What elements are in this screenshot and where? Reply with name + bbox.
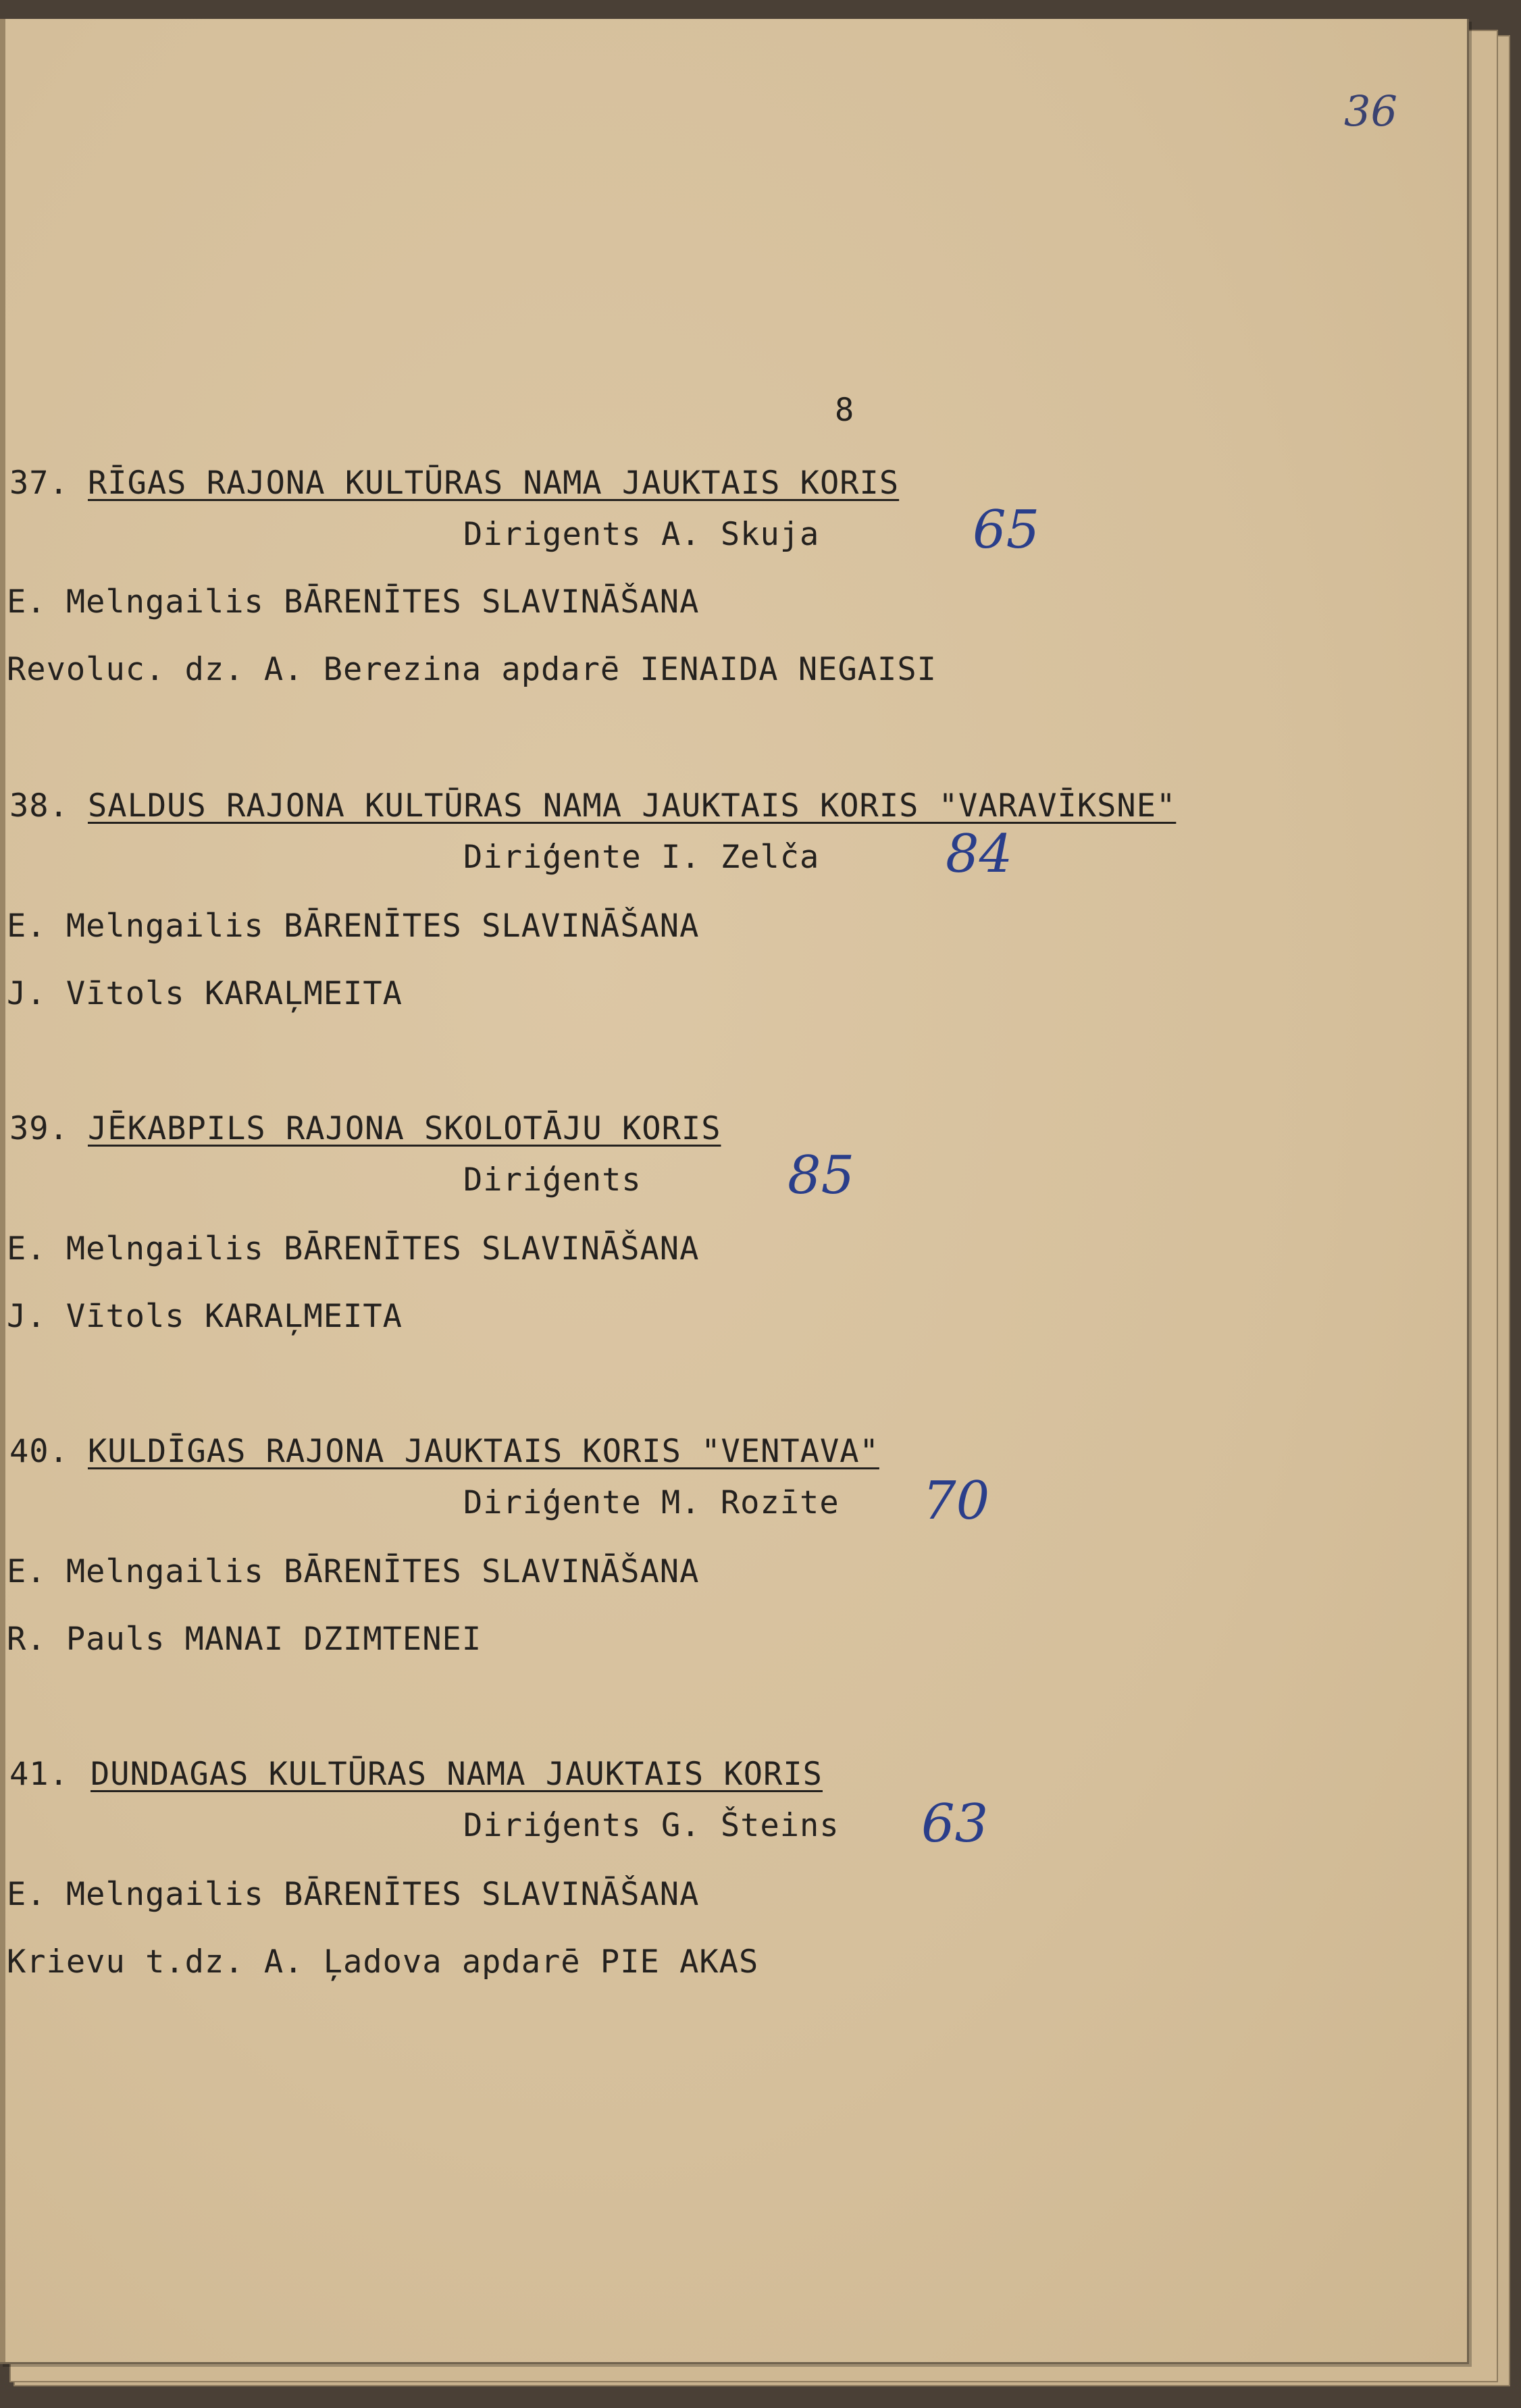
choir-title: SALDUS RAJONA KULTŪRAS NAMA JAUKTAIS KORIS "VARAVĪKSNE" [88,787,1177,825]
work-line: E. Melngailis BĀRENĪTES SLAVINĀŠANA [7,908,700,945]
document-page [0,19,1469,2364]
conductor: Dirigents A. Skuja [463,516,820,553]
choir-title: KULDĪGAS RAJONA JAUKTAIS KORIS "VENTAVA" [88,1433,879,1470]
choir-title: DUNDAGAS KULTŪRAS NAMA JAUKTAIS KORIS [91,1756,823,1793]
entry-number: 37. [9,465,69,502]
handwritten-score: 63 [921,1794,989,1854]
entry-number: 38. [9,787,69,825]
page-number: 8 [835,392,855,429]
handwritten-score: 85 [788,1145,855,1206]
corner-note: 36 [1344,86,1397,136]
handwritten-score: 65 [973,500,1040,560]
work-line: Revoluc. dz. A. Berezina apdarē IENAIDA NEGAISI [7,651,937,688]
work-line: E. Melngailis BĀRENĪTES SLAVINĀŠANA [7,583,700,621]
binding-edge [0,19,5,2362]
work-line: Krievu t.dz. A. Ļadova apdarē PIE AKAS [7,1943,759,1981]
handwritten-score: 70 [923,1471,990,1532]
work-line: E. Melngailis BĀRENĪTES SLAVINĀŠANA [7,1553,700,1590]
work-line: E. Melngailis BĀRENĪTES SLAVINĀŠANA [7,1876,700,1913]
work-line: J. Vītols KARAĻMEITA [7,1298,403,1335]
work-line: R. Pauls MANAI DZIMTENEI [7,1621,482,1658]
entry-number: 40. [9,1433,69,1470]
entry-number: 41. [9,1756,69,1793]
conductor: Diriģente I. Zelča [463,839,820,876]
conductor: Diriģente M. Rozīte [463,1484,840,1521]
choir-title: RĪGAS RAJONA KULTŪRAS NAMA JAUKTAIS KORIS [88,465,900,502]
choir-title: JĒKABPILS RAJONA SKOLOTĀJU KORIS [88,1110,721,1147]
entry-number: 39. [9,1110,69,1147]
conductor: Diriģents G. Šteins [463,1807,840,1844]
handwritten-score: 84 [946,824,1013,885]
work-line: J. Vītols KARAĻMEITA [7,975,403,1012]
work-line: E. Melngailis BĀRENĪTES SLAVINĀŠANA [7,1230,700,1267]
conductor: Diriģents [463,1161,642,1199]
